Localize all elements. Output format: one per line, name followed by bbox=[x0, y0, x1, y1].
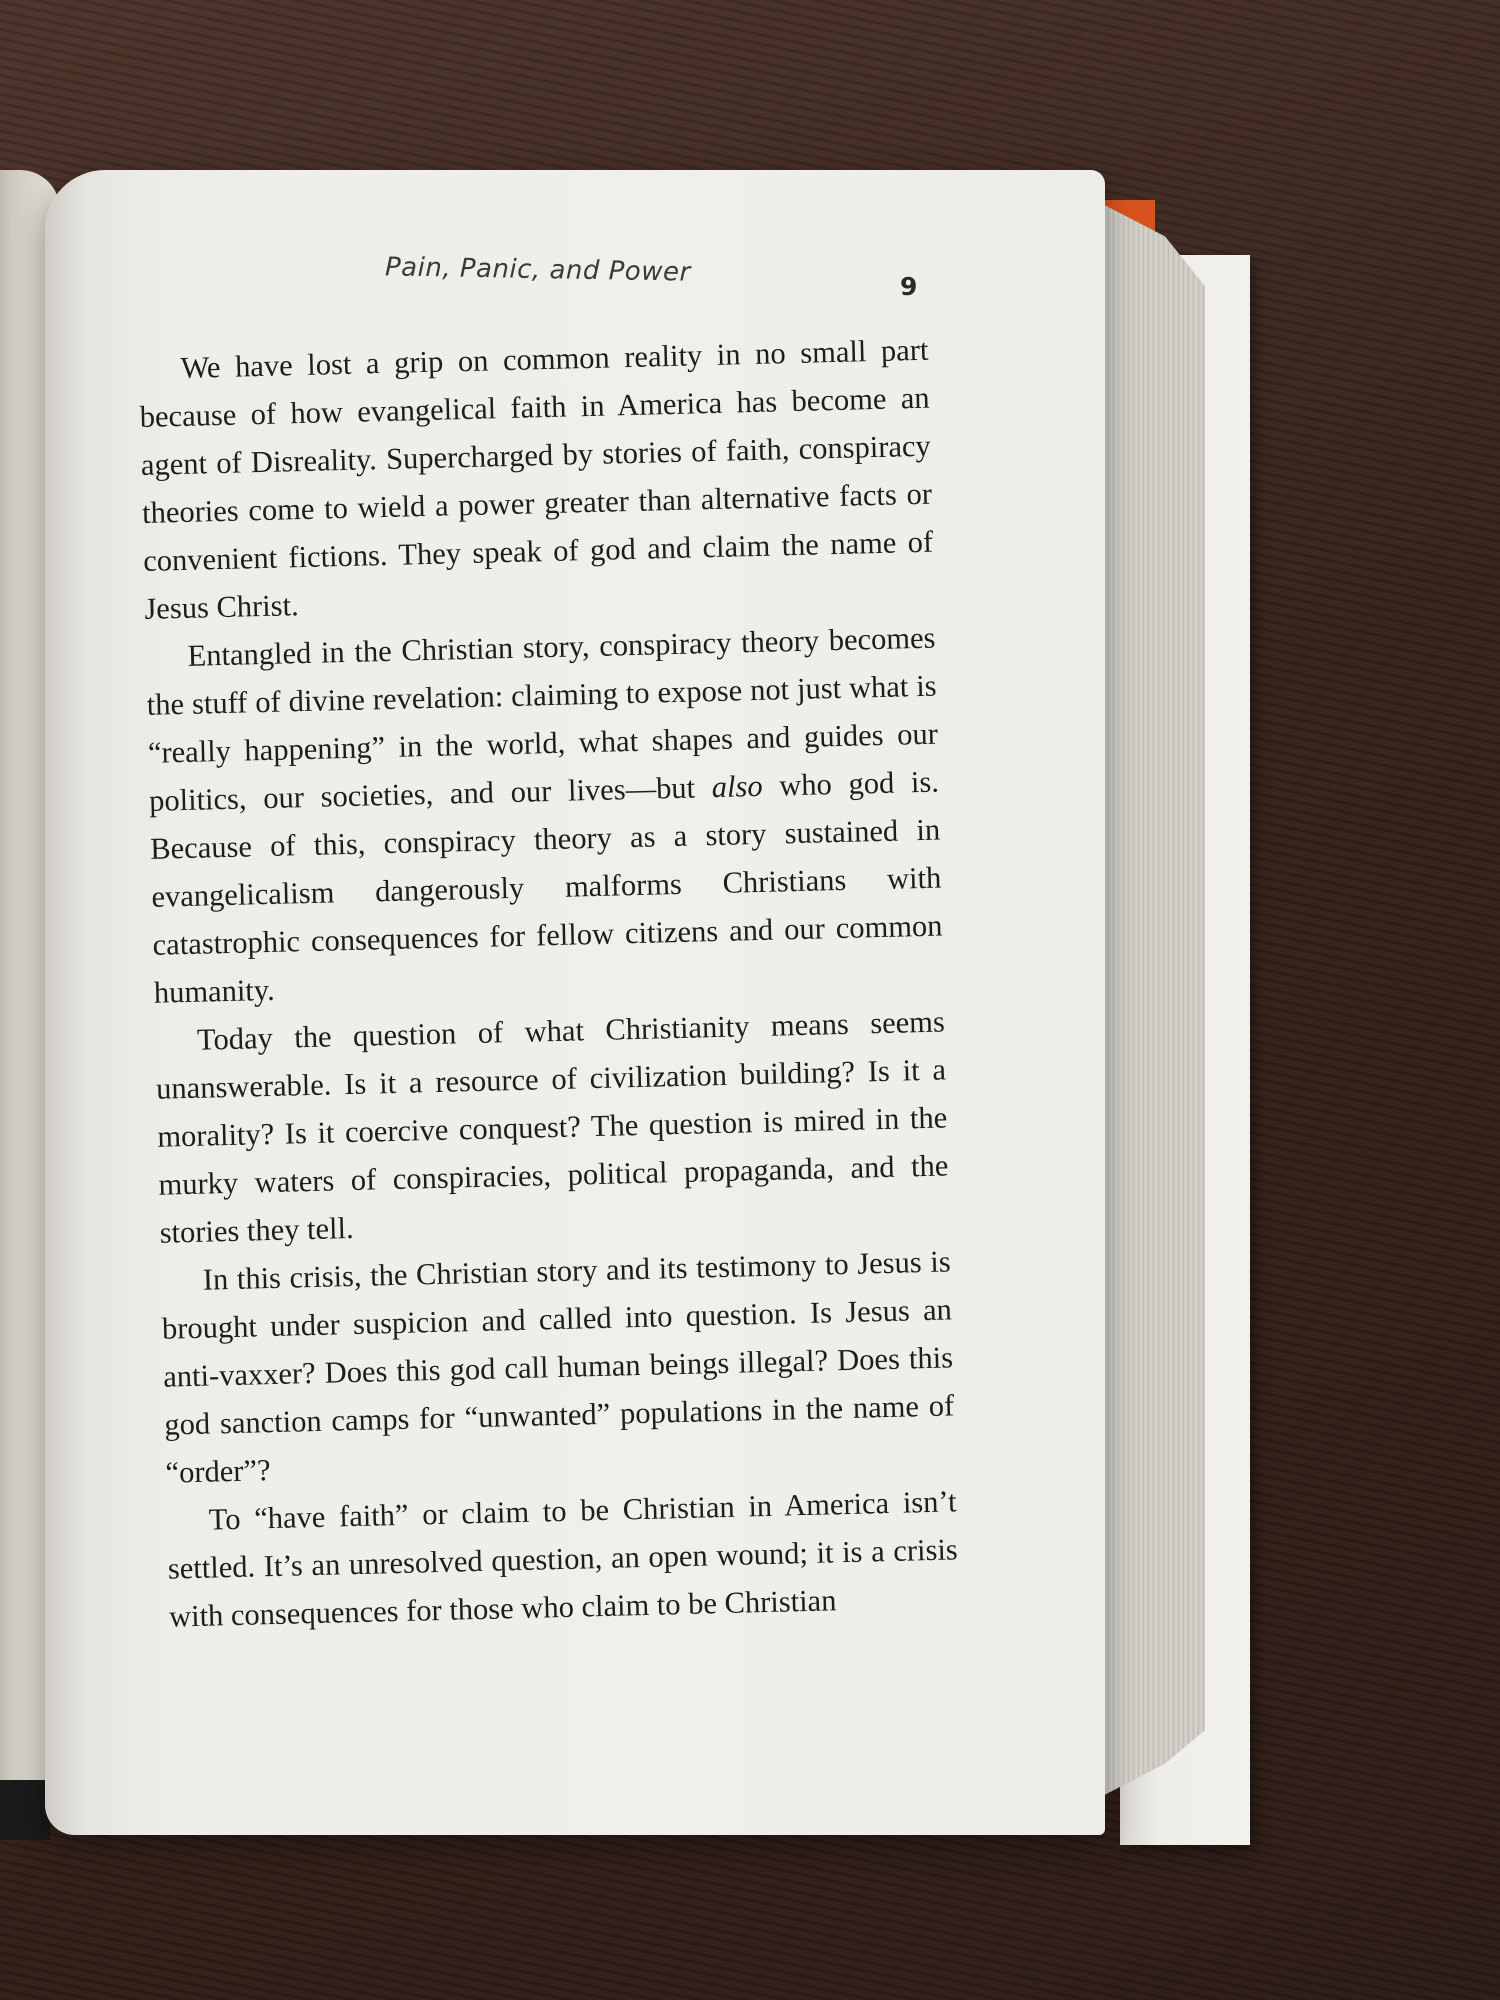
page-number: 9 bbox=[900, 272, 918, 301]
page-body-text bbox=[138, 326, 959, 1641]
book-cover-corner bbox=[0, 1780, 50, 1840]
paragraph-1: We have lost a grip on common reality in no small part because of how evangelical faith in America has become an agent of Disreality. Supercharged by stories of faith, conspiracy theories come to wield a power greater than alternative facts or convenient fictions. They speak of god and claim the name of Jesus Christ. bbox=[139, 332, 934, 626]
emphasis-also: also bbox=[711, 768, 763, 805]
paragraph-2-text-after: who god is. Because of this, conspiracy theory as a story sustained in evangelicalism dangerously malforms Christians with catastrophic consequences for fellow citizens and our common humanity. bbox=[149, 764, 943, 1010]
paragraph-2-text-before: Entangled in the Christian story, conspiracy theory becomes the stuff of divine revelation: claiming to expose not just what is “really happening” in the world, what shapes and guides our politics, our societies, and our lives—but bbox=[146, 620, 939, 818]
paragraph-3: Today the question of what Christianity means seems unanswerable. Is it a resource of civilization building? Is it a morality? Is it coercive conquest? The question is mired in the murky waters of conspiracies, political propaganda, and the stories they tell. bbox=[155, 1004, 949, 1250]
paragraph-2 bbox=[145, 614, 944, 1017]
running-head: Pain, Panic, and Power bbox=[384, 252, 691, 288]
paragraph-5: To “have faith” or claim to be Christian in America isn’t settled. It’s an unresolved question, an open wound; it is a crisis with consequences for those who claim to be Christian bbox=[167, 1484, 959, 1634]
paragraph-4: In this crisis, the Christian story and its testimony to Jesus is brought under suspicion and called into question. Is Jesus an anti-vaxxer? Does this god call human beings illegal? Does this god sanction camps for “unwanted” populations in the name of “order”? bbox=[161, 1244, 955, 1490]
